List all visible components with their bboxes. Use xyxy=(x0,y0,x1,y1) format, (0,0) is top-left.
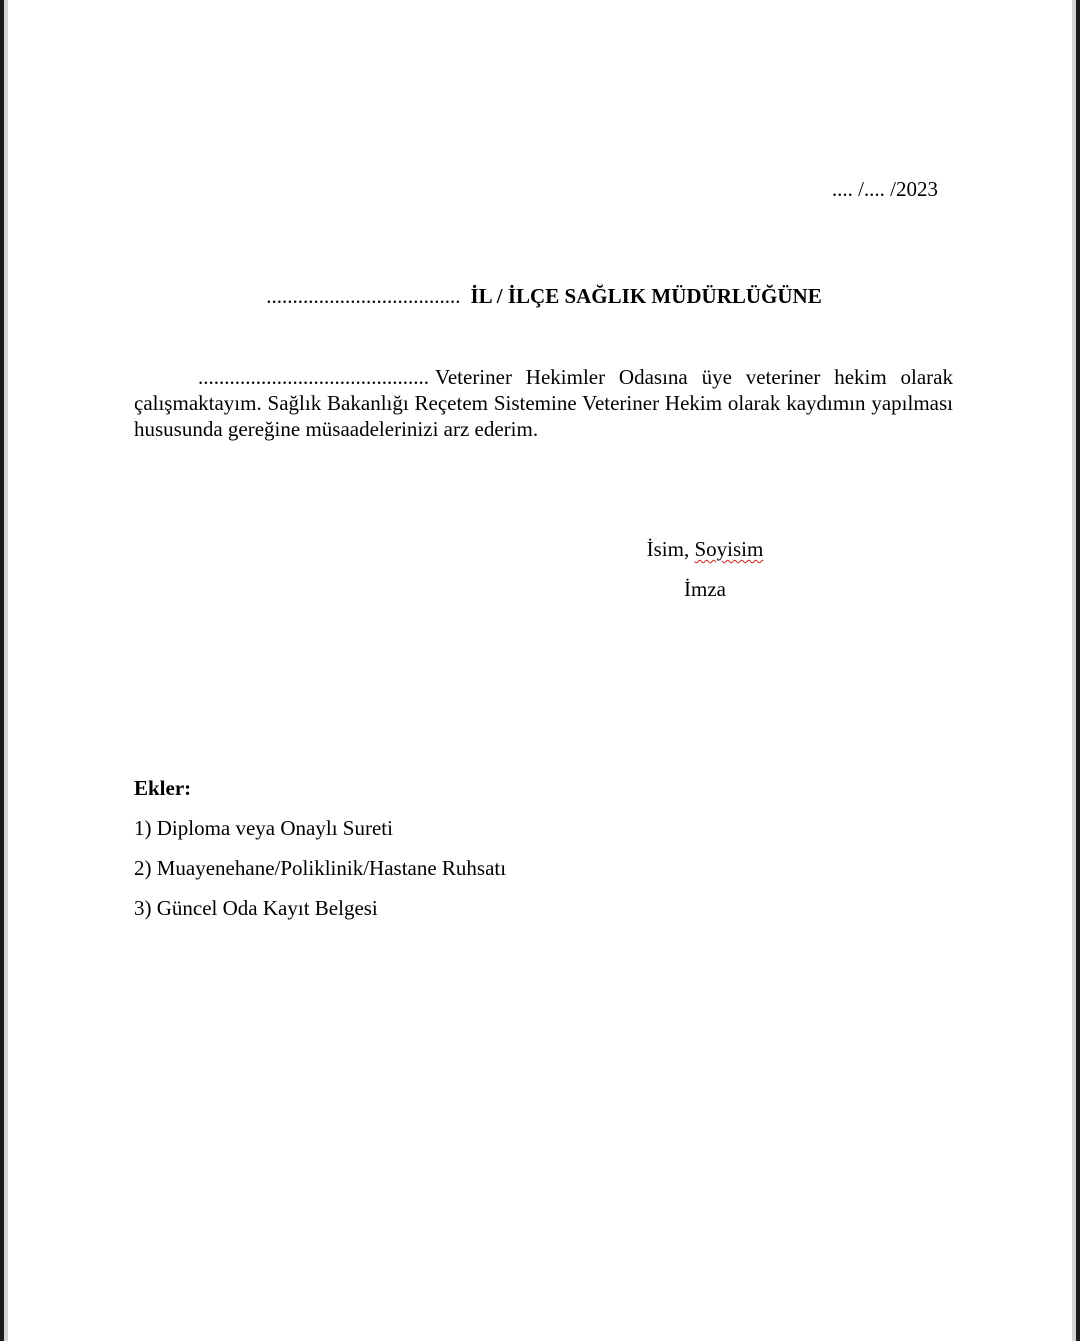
attachments-title: Ekler: xyxy=(134,776,192,800)
signature-name xyxy=(4,537,1080,562)
signature-name-first: İsim, xyxy=(646,537,695,561)
signature-name-surname: Soyisim xyxy=(694,537,764,561)
date-line: .... /.... /2023 xyxy=(831,177,938,201)
recipient-heading xyxy=(4,284,1080,309)
attachment-item: 3) Güncel Oda Kayıt Belgesi xyxy=(134,896,378,920)
attachment-item: 2) Muayenehane/Poliklinik/Hastane Ruhsatı xyxy=(134,856,507,880)
petition-body xyxy=(134,364,953,442)
signature-imza: İmza xyxy=(684,577,726,601)
recipient-title: İL / İLÇE SAĞLIK MÜDÜRLÜĞÜNE xyxy=(470,284,822,308)
recipient-dots: ..................................... xyxy=(266,284,461,308)
body-dots: ............................................ xyxy=(198,365,429,389)
attachment-item: 1) Diploma veya Onaylı Sureti xyxy=(134,816,393,840)
attachments-list xyxy=(134,775,506,935)
body-text: Veteriner Hekimler Odasına üye veteriner hekim olarak çalışmaktayım. Sağlık Bakanlığı Reçetem Sistemine Veteriner Hekim olarak kaydımın yapılması hususunda gereğine müsaadelerinizi arz ederim. xyxy=(134,365,953,441)
